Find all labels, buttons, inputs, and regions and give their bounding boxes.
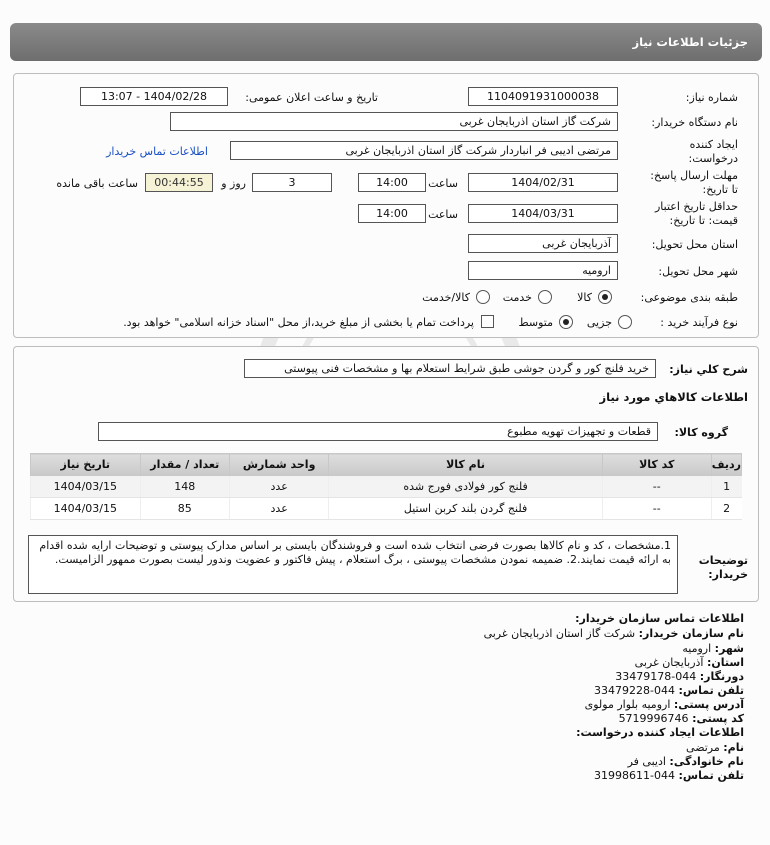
creator-phone-label: تلفن تماس: (678, 769, 744, 782)
goods-group-field: قطعات و تجهیزات تهویه مطبوع (98, 422, 658, 441)
buyer-notes-label-line1: توضیحات (698, 554, 748, 567)
org-contact-heading: اطلاعات تماس سازمان خریدار: (575, 612, 744, 625)
details-panel (13, 346, 759, 602)
org-name-line (484, 627, 744, 640)
buyer-notes-field: 1.مشخصات ، کد و نام کالاها بصورت فرضی انتخاب شده است و فروشندگان بایستی بر اساس مدارک پیوستی و توضیحات ارایه شده اقدام به ارائه قیمت نمایند.2. ضمیمه نمودن مشخصات پیوستی ، برگ استعلام ، پیش فاکتور و عضویت وندور لیست بصورت ممهور الزامیست. (28, 535, 678, 594)
need-number-label: شماره نیاز: (685, 91, 738, 104)
creator-phone-value: 044-31998611 (594, 769, 676, 782)
need-info-panel (13, 73, 759, 338)
reply-time-label: ساعت (428, 177, 458, 190)
cell-code: -- (602, 498, 711, 520)
cell-qty: 85 (140, 498, 229, 520)
org-name-label: نام سازمان خریدار: (638, 627, 744, 640)
need-number-field: 1104091931000038 (468, 87, 618, 106)
col-name: نام کالا (329, 454, 602, 476)
buyer-org-label: نام دستگاه خریدار: (651, 116, 738, 129)
category-label: طبقه بندی موضوعی: (640, 291, 738, 304)
table-row (31, 498, 742, 520)
process-option-minor: جزیی (586, 316, 612, 329)
reply-deadline-label-line2: تا تاریخ: (702, 183, 738, 196)
delivery-city-label: شهر محل تحویل: (658, 265, 738, 278)
creator-family-line (628, 755, 744, 768)
creator-phone-line (594, 769, 744, 782)
cell-date: 1404/03/15 (31, 476, 141, 498)
col-row: ردیف (711, 454, 741, 476)
creator-label-line2: درخواست: (688, 152, 738, 165)
cell-row: 1 (711, 476, 741, 498)
delivery-province-label: استان محل تحویل: (651, 238, 738, 251)
cell-unit: عدد (229, 498, 328, 520)
cell-unit: عدد (229, 476, 328, 498)
cell-name: فلنج گردن بلند کربن استیل (329, 498, 602, 520)
remaining-time-label: ساعت باقی مانده (56, 177, 138, 190)
creator-contact-heading: اطلاعات ایجاد کننده درخواست: (576, 726, 744, 739)
org-name-value: شرکت گاز استان اذربایجان غربی (483, 627, 636, 640)
process-radio-medium[interactable] (559, 315, 573, 329)
org-postal-value: 5719996746 (618, 712, 689, 725)
category-radio-goods[interactable] (598, 290, 612, 304)
announce-label: تاریخ و ساعت اعلان عمومی: (245, 91, 378, 104)
org-address-value: ارومیه بلوار مولوی (584, 698, 671, 711)
org-city-label: شهر: (714, 642, 744, 655)
cell-row: 2 (711, 498, 741, 520)
validity-label-line1: حداقل تاریخ اعتبار (654, 200, 738, 213)
days-field: 3 (252, 173, 332, 192)
process-type-label: نوع فرآیند خرید : (660, 316, 738, 329)
org-fax-label: دورنگار: (699, 670, 744, 683)
org-city-value: ارومیه (682, 642, 712, 655)
announce-field: 1404/02/28 - 13:07 (80, 87, 228, 106)
creator-family-value: ادیبی فر (627, 755, 666, 768)
cell-date: 1404/03/15 (31, 498, 141, 520)
org-address-line (585, 698, 744, 711)
org-city-line (682, 642, 744, 655)
buyer-contact-link[interactable]: اطلاعات تماس خریدار (106, 145, 208, 158)
category-radio-service[interactable] (538, 290, 552, 304)
category-option-goods: کالا (577, 291, 592, 304)
col-unit: واحد شمارش (229, 454, 328, 476)
org-postal-label: کد پستی: (692, 712, 744, 725)
remaining-time-field: 00:44:55 (145, 173, 213, 192)
category-option-goods-service: کالا/خدمت (422, 291, 470, 304)
org-phone-value: 044-33479228 (594, 684, 676, 697)
org-postal-line (619, 712, 744, 725)
process-option-medium: متوسط (518, 316, 553, 329)
validity-label-line2: قیمت: تا تاریخ: (669, 214, 738, 227)
table-row (31, 476, 742, 498)
treasury-payment-note: پرداخت تمام یا بخشی از مبلغ خرید،از محل "اسناد خزانه اسلامی" خواهد بود. (123, 316, 474, 329)
creator-name-value: مرتضی (686, 741, 720, 754)
org-province-value: آذربایجان غربی (634, 656, 704, 669)
category-radio-goods-service[interactable] (476, 290, 490, 304)
reply-date-field: 1404/02/31 (468, 173, 618, 192)
goods-table (30, 453, 742, 520)
delivery-province-field: آذربایجان غربی (468, 234, 618, 253)
summary-field: خرید فلنج کور و گردن جوشی طبق شرایط استعلام بها و مشخصات فنی پیوستی (244, 359, 656, 378)
treasury-payment-checkbox[interactable] (481, 315, 494, 328)
process-radio-minor[interactable] (618, 315, 632, 329)
summary-label: شرح کلي نياز: (669, 363, 748, 376)
org-phone-line (594, 684, 744, 697)
reply-deadline-label-line1: مهلت ارسال پاسخ: (650, 169, 738, 182)
page-header (10, 23, 762, 61)
buyer-org-field: شرکت گاز استان اذربایجان غربی (170, 112, 618, 131)
goods-group-label: گروه کالا: (674, 426, 728, 439)
org-province-label: استان: (707, 656, 744, 669)
cell-code: -- (602, 476, 711, 498)
goods-table-header (31, 454, 742, 476)
creator-family-label: نام خانوادگی: (669, 755, 744, 768)
org-phone-label: تلفن تماس: (678, 684, 744, 697)
validity-time-field: 14:00 (358, 204, 426, 223)
reply-time-field: 14:00 (358, 173, 426, 192)
category-option-service: خدمت (502, 291, 532, 304)
creator-name-line (686, 741, 744, 754)
col-qty: تعداد / مقدار (140, 454, 229, 476)
col-code: کد کالا (602, 454, 711, 476)
goods-heading: اطلاعات کالاهاي مورد نياز (599, 390, 748, 404)
col-date: تاریخ نیاز (31, 454, 141, 476)
org-fax-value: 044-33479178 (615, 670, 697, 683)
cell-name: فلنج کور فولادی فورج شده (329, 476, 602, 498)
validity-time-label: ساعت (428, 208, 458, 221)
creator-label-line1: ایجاد کننده (689, 138, 738, 151)
creator-name-label: نام: (723, 741, 744, 754)
cell-qty: 148 (140, 476, 229, 498)
validity-date-field: 1404/03/31 (468, 204, 618, 223)
page-title: جزئیات اطلاعات نیاز (632, 35, 748, 49)
days-label: روز و (221, 177, 246, 190)
buyer-notes-label-line2: خریدار: (708, 568, 748, 581)
org-fax-line (615, 670, 744, 683)
org-province-line (635, 656, 744, 669)
org-address-label: آدرس پستی: (673, 698, 744, 711)
delivery-city-field: ارومیه (468, 261, 618, 280)
creator-field: مرتضی ادیبی فر انباردار شرکت گاز استان اذربایجان غربی (230, 141, 618, 160)
